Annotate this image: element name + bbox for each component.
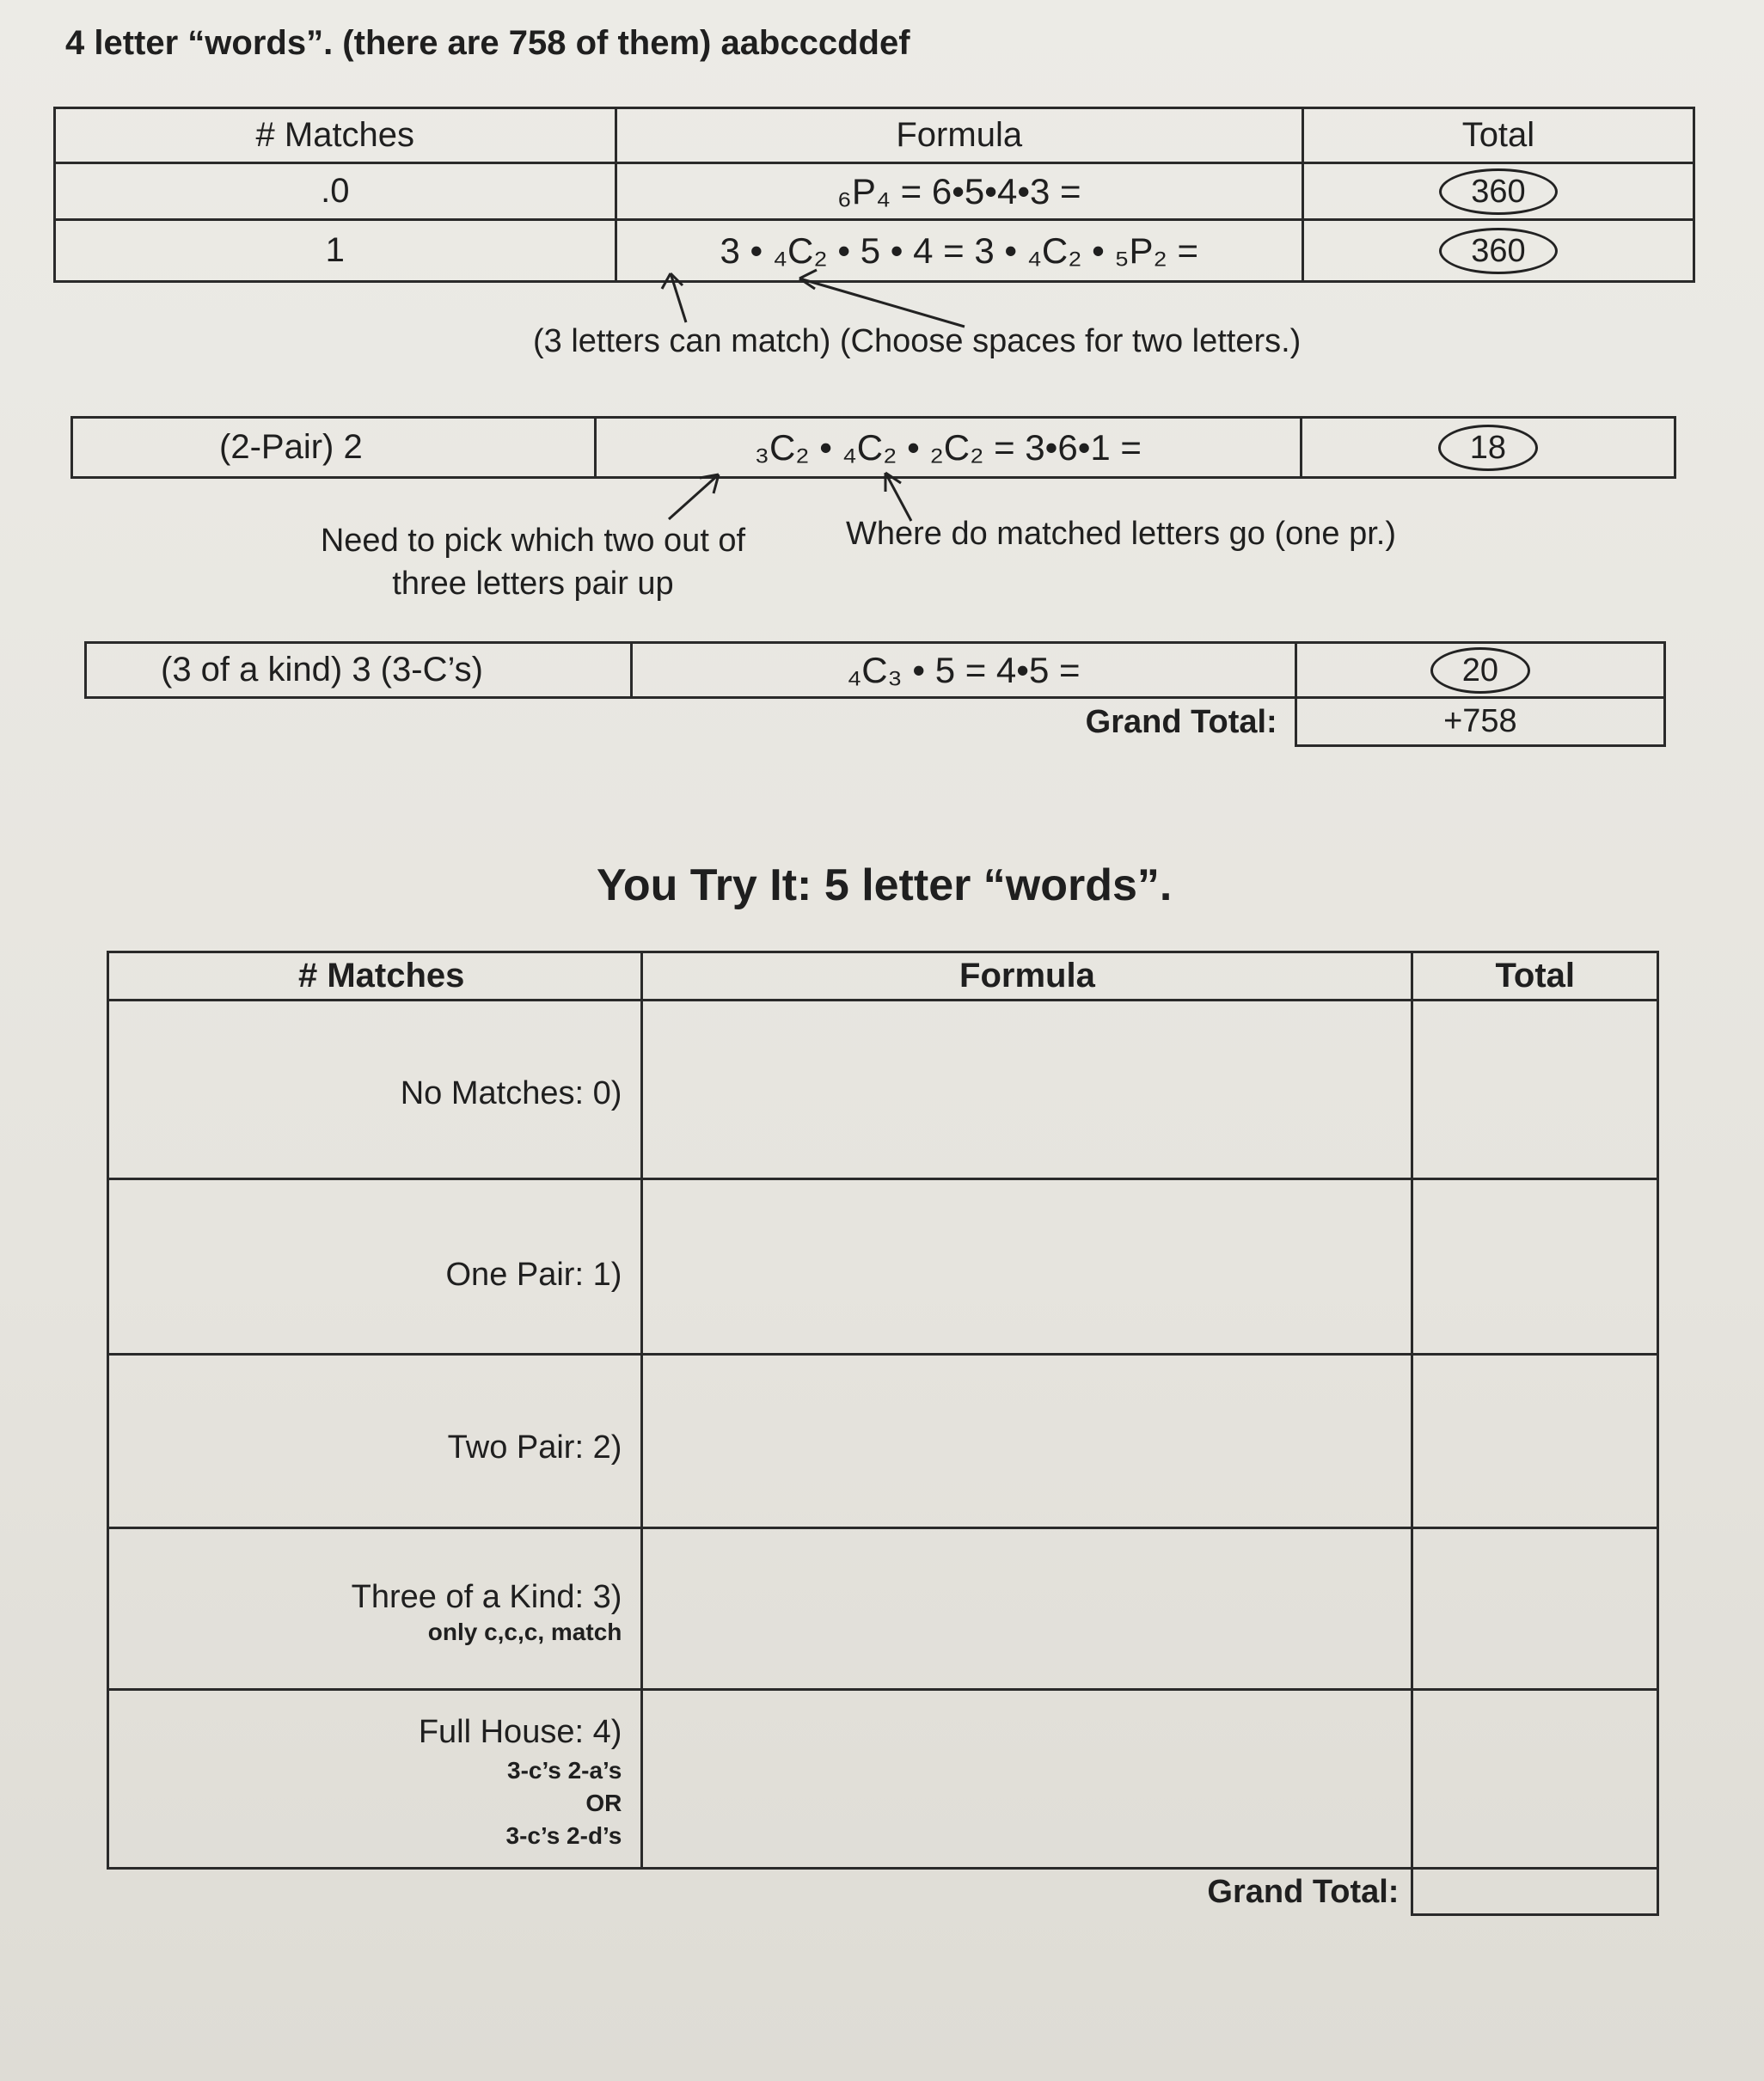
grand-total-label: Grand Total: xyxy=(631,698,1295,746)
formula-input-cell[interactable] xyxy=(642,1528,1412,1690)
total-input-cell[interactable] xyxy=(1412,1179,1658,1355)
row-label: Three of a Kind: 3) xyxy=(351,1579,622,1615)
row-label: Full House: 4) xyxy=(418,1714,622,1750)
header-matches: # Matches xyxy=(108,952,642,1001)
table-row xyxy=(108,1355,1658,1528)
table-row xyxy=(108,1179,1658,1355)
row-label: Two Pair: 2) xyxy=(447,1429,622,1466)
header-total: Total xyxy=(1412,952,1658,1001)
total-oval: 360 xyxy=(1439,168,1557,215)
total-oval: 18 xyxy=(1438,425,1538,471)
total-input-cell[interactable] xyxy=(1412,1355,1658,1528)
header-total: Total xyxy=(1302,108,1694,163)
formula-cell: 3 • ₄C₂ • 5 • 4 = 3 • ₄C₂ • ₅P₂ = xyxy=(616,220,1302,282)
page-title: 4 letter “words”. (there are 758 of them) aabcccddef xyxy=(65,24,910,62)
table-5-letter xyxy=(107,951,1659,1916)
total-oval: 20 xyxy=(1430,647,1530,694)
table-row xyxy=(108,1528,1658,1690)
row-sublabel: only c,c,c, match xyxy=(427,1619,622,1645)
formula-cell: ₄C₃ • 5 = 4•5 = xyxy=(631,643,1295,698)
row-label: One Pair: 1) xyxy=(445,1257,622,1293)
annotation-note-2a: Need to pick which two out of three letters pair up xyxy=(320,523,746,602)
annotation-note-1: (3 letters can match) (Choose spaces for two letters.) xyxy=(533,323,1302,359)
annotation-arrows-2 xyxy=(0,0,1764,602)
matches-cell: (2-Pair) 2 xyxy=(72,418,596,478)
total-input-cell[interactable] xyxy=(1412,1528,1658,1690)
grand-total-row xyxy=(86,698,1665,746)
matches-cell: 1 xyxy=(55,220,616,282)
table-row xyxy=(108,1001,1658,1179)
row-sublabel: 3-c’s 2-a’s OR 3-c’s 2-d’s xyxy=(505,1757,622,1849)
grand-total-row xyxy=(108,1869,1658,1915)
formula-input-cell[interactable] xyxy=(642,1179,1412,1355)
formula-cell: ₆P₄ = 6•5•4•3 = xyxy=(616,163,1302,220)
grand-total-label: Grand Total: xyxy=(642,1869,1412,1915)
row-label: No Matches: 0) xyxy=(400,1075,622,1111)
header-matches: # Matches xyxy=(55,108,616,163)
formula-input-cell[interactable] xyxy=(642,1001,1412,1179)
formula-input-cell[interactable] xyxy=(642,1690,1412,1869)
total-oval: 360 xyxy=(1439,228,1557,274)
header-formula: Formula xyxy=(616,108,1302,163)
annotation-note-2b: Where do matched letters go (one pr.) xyxy=(846,516,1396,552)
total-input-cell[interactable] xyxy=(1412,1001,1658,1179)
table-row xyxy=(108,1690,1658,1869)
grand-total-value: +758 xyxy=(1295,698,1664,746)
formula-cell: ₃C₂ • ₄C₂ • ₂C₂ = 3•6•1 = xyxy=(595,418,1301,478)
table-row xyxy=(86,643,1665,698)
matches-cell: (3 of a kind) 3 (3-C’s) xyxy=(86,643,632,698)
grand-total-input-cell[interactable] xyxy=(1412,1869,1658,1915)
matches-cell: .0 xyxy=(55,163,616,220)
formula-input-cell[interactable] xyxy=(642,1355,1412,1528)
section-heading: You Try It: 5 letter “words”. xyxy=(597,860,1173,910)
total-input-cell[interactable] xyxy=(1412,1690,1658,1869)
table-three-of-kind xyxy=(84,641,1666,747)
header-formula: Formula xyxy=(642,952,1412,1001)
